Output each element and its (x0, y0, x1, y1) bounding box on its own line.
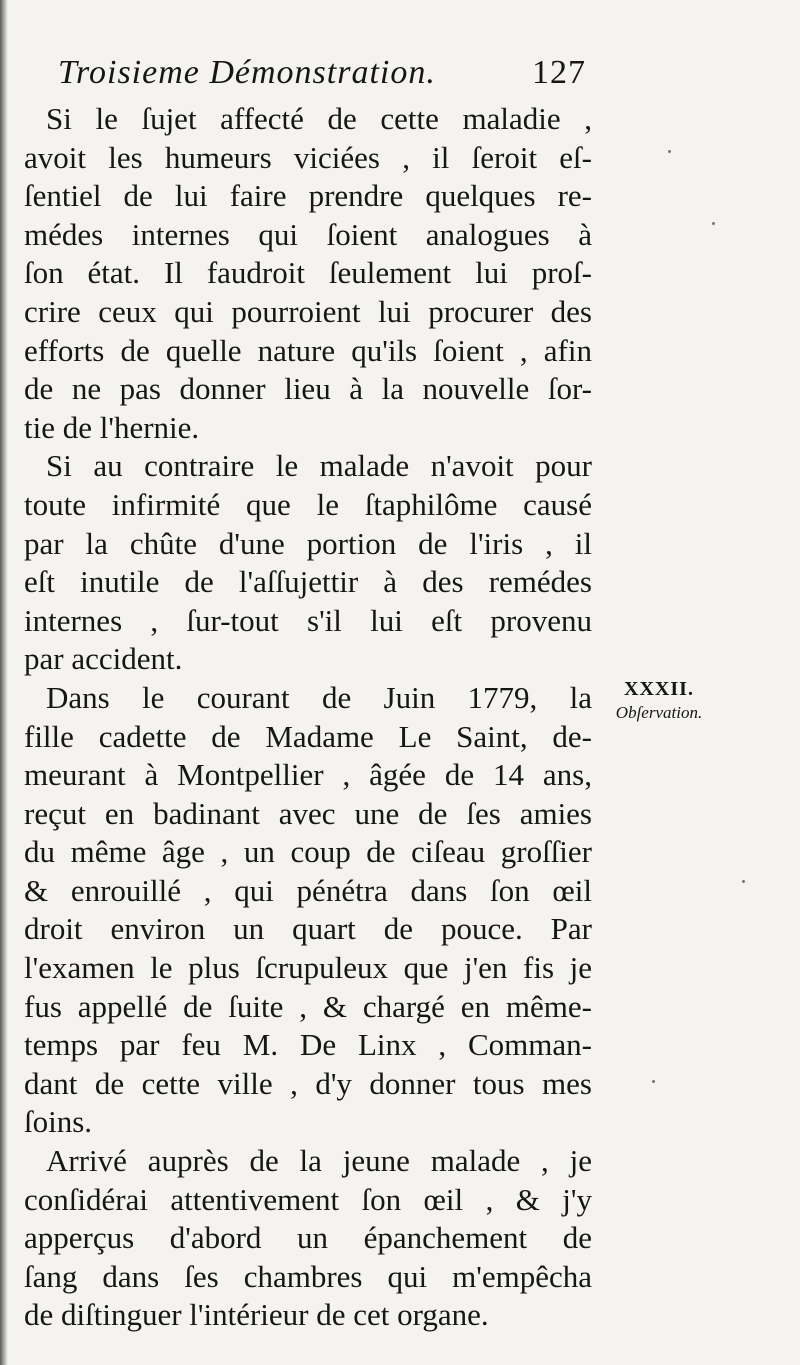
text-line: du même âge , un coup de ciſeau groſſier (24, 834, 592, 870)
observation-label: Obſervation. (615, 703, 703, 722)
text-line: médes internes qui ſoient analogues à (24, 216, 592, 252)
text-line: par accident. (24, 641, 183, 677)
paper-speck (742, 880, 745, 883)
text-line: eſt inutile de l'aſſujettir à des remédes (24, 564, 592, 600)
text-line: fus appellé de ſuite , & chargé en même- (24, 988, 592, 1024)
text-line: internes , ſur-tout s'il lui eſt provenu (24, 602, 592, 638)
text-line: crire ceux qui pourroient lui procurer des (24, 293, 592, 329)
text-line: toute infirmité que le ſtaphilôme causé (24, 486, 592, 522)
text-line: fille cadette de Madame Le Saint, de- (24, 718, 592, 754)
paper-speck (652, 1080, 655, 1083)
text-line: droit environ un quart de pouce. Par (24, 911, 592, 947)
text-line: meurant à Montpellier , âgée de 14 ans, (24, 757, 592, 793)
text-line: ſon état. Il faudroit ſeulement lui proſ- (24, 255, 592, 291)
page-number: 127 (532, 54, 586, 91)
text-line: temps par feu M. De Linx , Comman- (24, 1027, 592, 1063)
text-line: de diſtinguer l'intérieur de cet organe. (24, 1297, 489, 1333)
running-header (58, 50, 586, 98)
text-line: dant de cette ville , d'y donner tous mes (24, 1065, 592, 1101)
text-line: ſentiel de lui faire prendre quelques re- (24, 178, 592, 214)
header-title: Troisieme Démonstration. (58, 54, 436, 91)
body-text (24, 100, 592, 1335)
paper-speck (712, 222, 715, 225)
text-line: Dans le courant de Juin 1779, la (46, 679, 592, 715)
text-line: ſang dans ſes chambres qui m'empêcha (24, 1258, 592, 1294)
text-line: apperçus d'abord un épanchement de (24, 1220, 592, 1256)
text-line: l'examen le plus ſcrupuleux que j'en fis je (24, 950, 592, 986)
text-line: conſidérai attentivement ſon œil , & j'y (24, 1181, 592, 1217)
margin-note (604, 678, 714, 723)
text-line: Si le ſujet affecté de cette maladie , (46, 101, 592, 136)
text-line: efforts de quelle nature qu'ils ſoient , afin (24, 332, 592, 368)
text-line: & enrouillé , qui pénétra dans ſon œil (24, 872, 592, 908)
text-line: tie de l'hernie. (24, 409, 200, 445)
text-line: de ne pas donner lieu à la nouvelle ſor- (24, 371, 592, 407)
text-line: reçut en badinant avec une de ſes amies (24, 795, 592, 831)
observation-number: XXXII. (624, 678, 694, 700)
text-line: avoit les humeurs viciées , il ſeroit eſ- (24, 139, 592, 175)
text-line: par la chûte d'une portion de l'iris , il (24, 525, 592, 561)
text-line: Si au contraire le malade n'avoit pour (46, 448, 592, 484)
text-line: ſoins. (24, 1104, 93, 1140)
page-spine-shadow (0, 0, 8, 1365)
paper-speck (668, 150, 671, 153)
text-line: Arrivé auprès de la jeune malade , je (46, 1143, 592, 1179)
